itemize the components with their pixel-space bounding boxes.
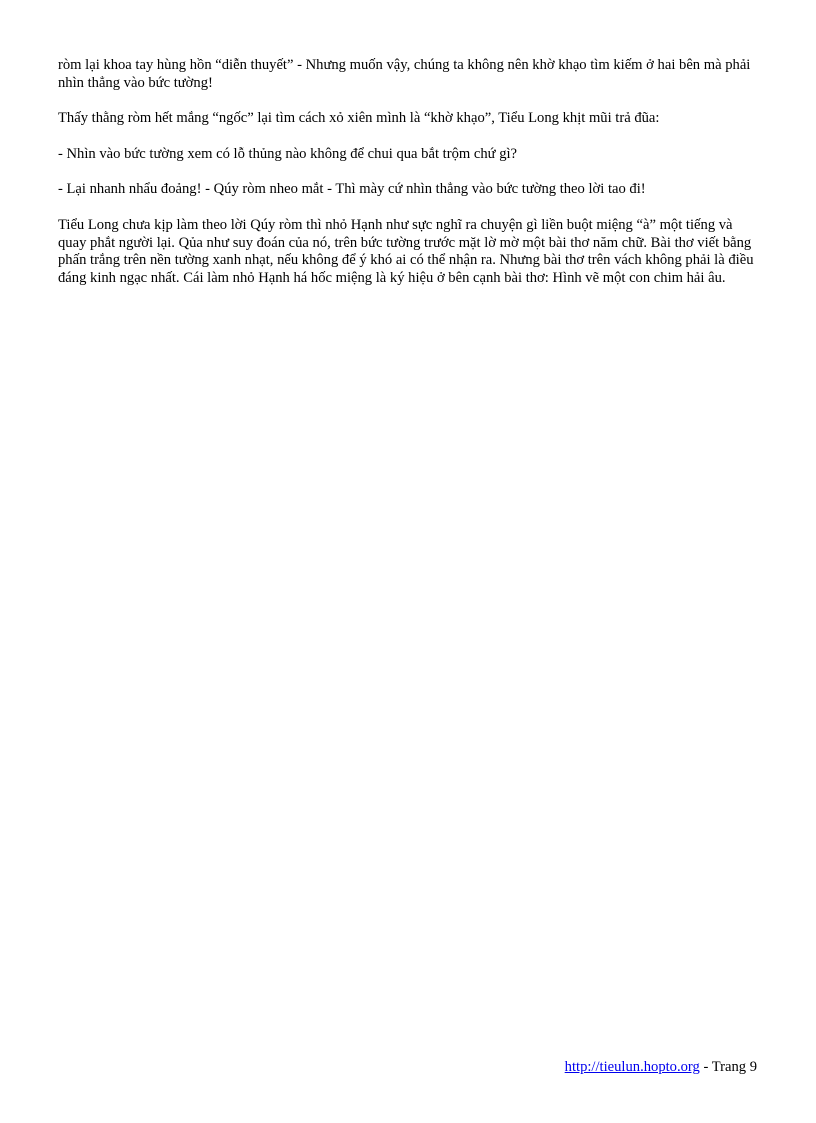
footer-link[interactable]: http://tieulun.hopto.org [564,1059,700,1075]
document-body [58,57,764,305]
page-footer [565,1058,757,1076]
paragraph-5: Tiểu Long chưa kịp làm theo lời Qúy ròm thì nhỏ Hạnh như sực nghĩ ra chuyện gì liền buột miệng “à” một tiếng và quay phắt người lại. Qủa như suy đoán của nó, trên bức tường trước mặt lờ mờ một bài thơ năm chữ. Bài thơ viết bằng phấn trắng trên nền tường xanh nhạt, nếu không để ý khó ai có thể nhận ra. Nhưng bài thơ trên vách không phải là điều đáng kinh ngạc nhất. Cái làm nhỏ Hạnh há hốc miệng là ký hiệu ở bên cạnh bài thơ: Hình vẽ một con chim hải âu. [58,216,754,286]
footer-separator: - [699,1059,712,1075]
paragraph-1: ròm lại khoa tay hùng hồn “diễn thuyết” - Nhưng muốn vậy, chúng ta không nên khờ khạo tìm kiếm ở hai bên mà phải nhìn thẳng vào bức tường! [58,57,751,91]
paragraph-3: - Nhìn vào bức tường xem có lỗ thủng nào không để chui qua bắt trộm chứ gì? [58,145,518,162]
paragraph-4: - Lại nhanh nhẩu đoảng! - Qúy ròm nheo mắt - Thì mày cứ nhìn thẳng vào bức tường theo lời tao đi! [58,181,646,198]
paragraph-2: Thấy thằng ròm hết mắng “ngốc” lại tìm cách xỏ xiên mình là “khờ khạo”, Tiểu Long khịt mũi trả đũa: [58,110,660,127]
page-number: Trang 9 [711,1059,757,1075]
